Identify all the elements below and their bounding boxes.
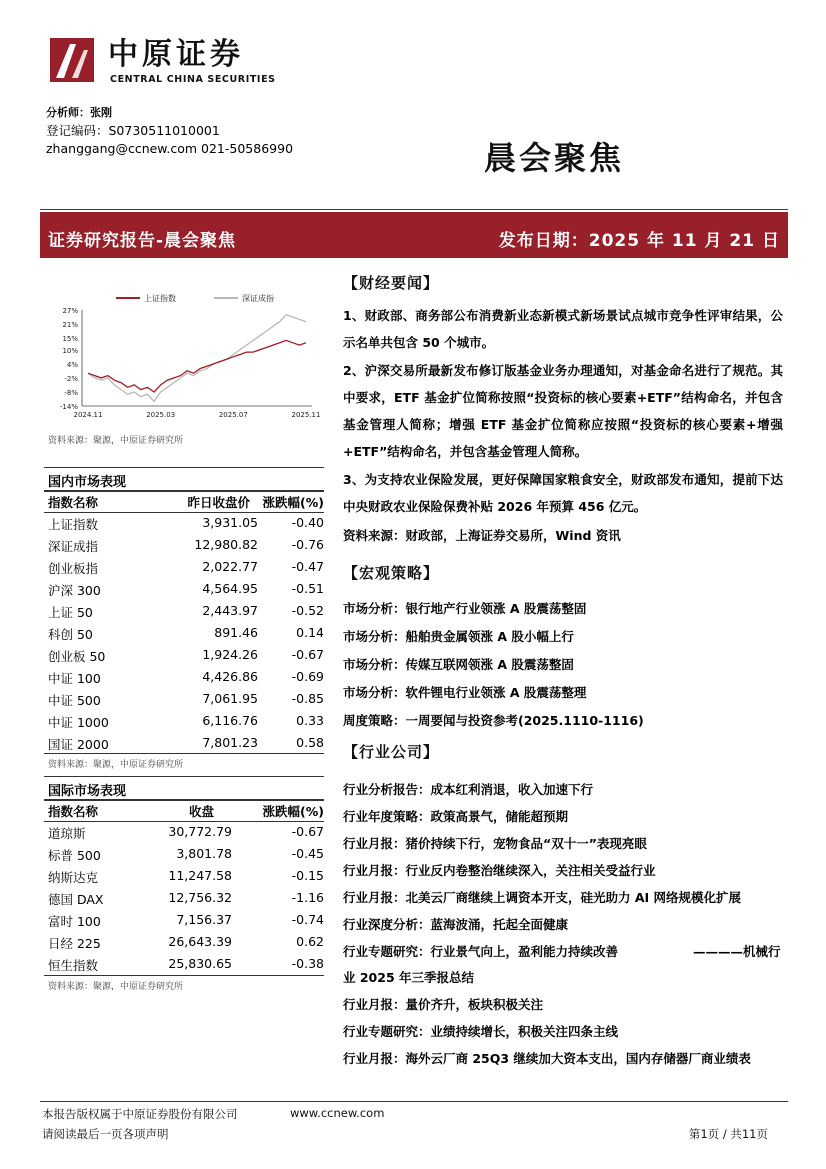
document-title: 晨会聚焦 [484,139,625,177]
table-row [48,865,324,888]
change-pct: 0.58 [296,735,324,750]
chart-source: 资料来源：聚源，中原证券研究所 [48,436,184,446]
footer-rule [40,1101,788,1102]
y-tick-label: 27% [62,307,78,315]
table-row [48,666,324,689]
col-header: 昨日收盘价 [187,495,250,510]
close-value: 4,426.86 [202,669,258,684]
close-value: 7,061.95 [202,691,258,706]
news-item-1: 1、财政部、商务部公布消费新业态新模式新场景试点城市竞争性评审结果，公示名单共包含 50 个城市。 [343,308,783,350]
index-name: 富时 100 [48,914,101,929]
change-pct: -0.38 [291,956,324,971]
change-pct: 0.14 [296,625,324,640]
index-name: 日经 225 [48,936,101,951]
table-row [48,953,324,976]
change-pct: -1.16 [291,890,324,905]
change-pct: -0.40 [291,515,324,530]
table-row [48,622,324,645]
footer-url[interactable]: www.ccnew.com [290,1106,385,1120]
index-name: 中证 1000 [48,715,109,730]
x-tick-label: 2024.11 [73,411,103,419]
y-tick-label: 15% [62,335,78,344]
index-name: 中证 500 [48,693,101,708]
change-pct: -0.85 [291,691,324,706]
intl-top-rule [44,776,324,777]
index-name: 中证 100 [48,671,101,686]
x-tick-label: 2025.11 [291,411,321,419]
index-name: 德国 DAX [48,892,104,907]
series-line-shanghai [88,340,306,392]
report-type: 证券研究报告-晨会聚焦 [48,231,237,251]
industry-item: 行业专题研究：行业景气向上，盈利能力持续改善 [343,944,619,959]
domestic-source: 资料来源：聚源，中原证券研究所 [48,760,184,770]
index-trend-chart [44,288,324,428]
macro-item: 周度策略：一周要闻与投资参考(2025.1110-1116) [343,713,644,728]
close-value: 2,443.97 [202,603,258,618]
index-name: 国证 2000 [48,737,109,752]
table-row [48,931,324,954]
index-name: 标普 500 [48,848,101,863]
y-tick-label: -14% [59,403,78,411]
y-tick-label: -8% [64,388,78,397]
close-value: 4,564.95 [202,581,258,596]
y-tick-label: -2% [64,374,78,383]
macro-item: 市场分析：传媒互联网领涨 A 股震荡整固 [343,657,574,672]
industry-item-continuation: 业 2025 年三季报总结 [343,970,474,985]
change-pct: -0.52 [291,603,324,618]
industry-item: 行业年度策略：政策高景气，储能超预期 [343,809,569,824]
close-value: 7,156.37 [176,912,232,927]
index-name: 科创 50 [48,627,93,642]
header-rule [40,209,788,210]
close-value: 12,756.32 [168,890,232,905]
change-pct: 0.33 [296,713,324,728]
x-tick-label: 2025.03 [146,411,176,419]
table-row [48,710,324,733]
index-name: 纳斯达克 [48,870,99,885]
table-row [48,578,324,601]
footer-page-number: 第1页 / 共11页 [688,1127,768,1141]
y-tick-label: 10% [62,346,78,355]
close-value: 3,801.78 [176,846,232,861]
domestic-header-row [48,490,324,513]
close-value: 6,116.76 [202,713,258,728]
table-row [48,556,324,579]
change-pct: -0.69 [291,669,324,684]
industry-item: 行业月报：北美云厂商继续上调资本开支，硅光助力 AI 网络规模化扩展 [343,890,742,905]
publish-date: 发布日期：2025 年 11 月 21 日 [498,231,780,251]
brand-name-cn: 中原证券 [108,37,244,72]
table-row [48,512,324,535]
intl-header-row [48,799,324,822]
close-value: 11,247.58 [168,868,232,883]
industry-item: 行业深度分析：蓝海波涌，托起全面健康 [343,917,569,932]
industry-heading: 【行业公司】 [343,743,440,761]
col-header: 指数名称 [48,495,99,510]
table-row [48,600,324,623]
col-header: 收盘 [188,804,214,819]
index-name: 上证指数 [48,517,99,532]
close-value: 30,772.79 [168,824,232,839]
footer-copyright: 本报告版权属于中原证券股份有限公司 [42,1107,238,1121]
col-header: 涨跌幅(%) [262,495,324,510]
change-pct: -0.67 [291,824,324,839]
change-pct: -0.67 [291,647,324,662]
index-name: 创业板 50 [48,649,106,664]
news-item-2: 2、沪深交易所最新发布修订版基金业务办理通知，对基金命名进行了规范。其中要求，ETF 基金扩位简称按照“投资标的核心要素+ETF”结构命名，并包含基金管理人简称；增强 ETF 基金扩位简称应按照“投资标的核心要素+增强+ETF”结构命名，并包含基金管理人简称。 [343,363,783,459]
table-row [48,843,324,866]
macro-item: 市场分析：银行地产行业领涨 A 股震荡整固 [343,601,587,616]
analyst-name: 分析师：张刚 [46,106,112,119]
close-value: 25,830.65 [168,956,232,971]
change-pct: -0.76 [291,537,324,552]
analyst-block [46,104,293,158]
col-header: 指数名称 [48,804,99,819]
domestic-table-title: 国内市场表现 [48,475,127,490]
industry-item: 行业月报：海外云厂商 25Q3 继续加大资本支出，国内存储器厂商业绩表 [343,1051,751,1066]
logo-mark [50,38,94,82]
index-name: 恒生指数 [48,958,99,973]
brand-name-en: CENTRAL CHINA SECURITIES [110,74,276,85]
close-value: 3,931.05 [202,515,258,530]
industry-item: 行业月报：行业反内卷整治继续深入，关注相关受益行业 [343,863,656,878]
index-name: 上证 50 [48,605,93,620]
change-pct: -0.47 [291,559,324,574]
close-value: 7,801.23 [202,735,258,750]
macro-item: 市场分析：船舶贵金属领涨 A 股小幅上行 [343,629,574,644]
table-row [48,887,324,910]
news-source: 资料来源：财政部，上海证券交易所，Wind 资讯 [343,528,621,543]
close-value: 12,980.82 [194,537,258,552]
industry-item: 行业月报：猪价持续下行，宠物食品“双十一”表现亮眼 [343,836,647,851]
news-heading: 【财经要闻】 [343,274,440,292]
legend-label: 上证指数 [144,294,176,303]
table-row [48,821,324,844]
index-name: 沪深 300 [48,583,101,598]
table-row [48,644,324,667]
table-row [48,534,324,557]
y-tick-label: 21% [62,321,78,330]
intl-source: 资料来源：聚源，中原证券研究所 [48,982,184,992]
intl-bottom-rule [44,975,324,976]
change-pct: -0.51 [291,581,324,596]
index-name: 道琼斯 [48,826,86,841]
macro-item: 市场分析：软件锂电行业领涨 A 股震荡整理 [343,685,587,700]
index-name: 创业板指 [48,561,99,576]
change-pct: -0.15 [291,868,324,883]
change-pct: -0.45 [291,846,324,861]
close-value: 891.46 [214,625,258,640]
domestic-top-rule [44,467,324,468]
table-row [48,732,324,755]
industry-item-tail: ————机械行 [693,944,781,959]
industry-item: 行业专题研究：业绩持续增长，积极关注四条主线 [343,1024,619,1039]
change-pct: 0.62 [296,934,324,949]
close-value: 2,022.77 [202,559,258,574]
news-item-3: 3、为支持农业保险发展，更好保障国家粮食安全，财政部发布通知，提前下达中央财政农业保险保费补贴 2026 年预算 456 亿元。 [343,472,783,514]
series-line-shenzhen [88,315,306,402]
close-value: 1,924.26 [202,647,258,662]
intl-table-title: 国际市场表现 [48,784,127,799]
table-row [48,909,324,932]
domestic-bottom-rule [44,753,324,754]
y-tick-label: 4% [66,360,78,369]
table-row [48,688,324,711]
close-value: 26,643.39 [168,934,232,949]
col-header: 涨跌幅(%) [262,804,324,819]
industry-item: 行业分析报告：成本红利消退，收入加速下行 [343,782,594,797]
macro-heading: 【宏观策略】 [343,564,440,582]
analyst-contact: zhanggang@ccnew.com 021-50586990 [46,141,294,156]
industry-item: 行业月报：量价齐升，板块积极关注 [343,997,544,1012]
change-pct: -0.74 [291,912,324,927]
legend-label: 深证成指 [242,294,274,303]
analyst-reg: 登记编码：S0730511010001 [46,123,220,138]
x-tick-label: 2025.07 [218,411,248,419]
footer-disclaimer: 请阅读最后一页各项声明 [42,1127,169,1141]
index-name: 深证成指 [48,539,99,554]
